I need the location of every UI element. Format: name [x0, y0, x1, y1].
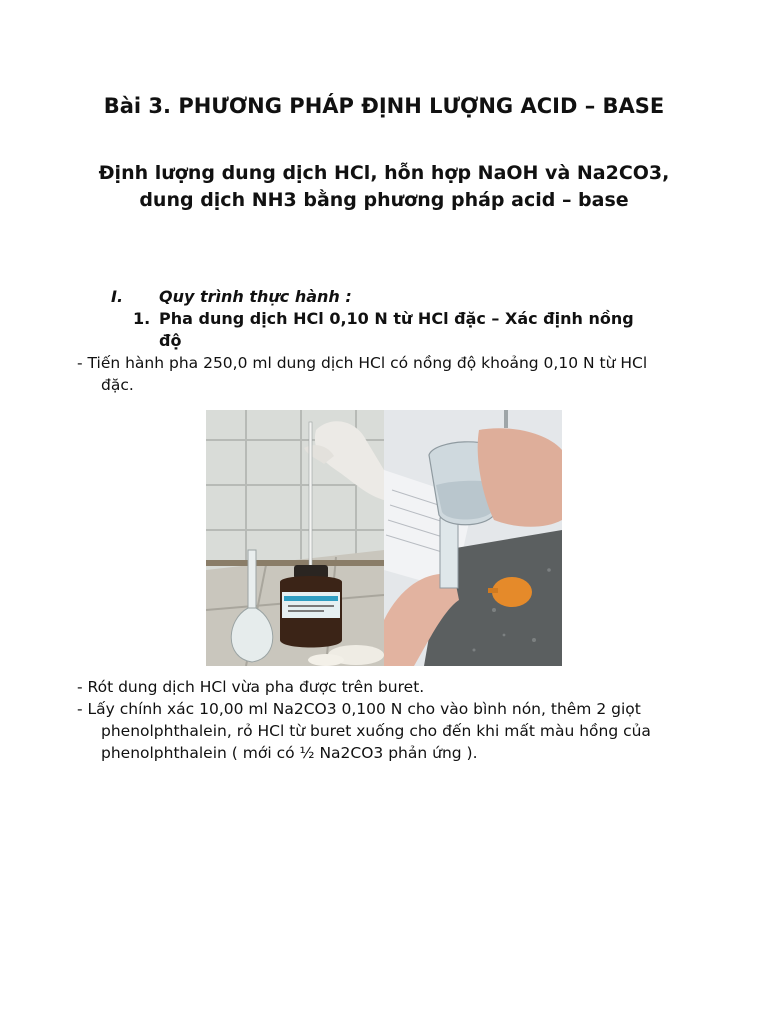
subsection-number: 1. — [133, 309, 151, 328]
lesson-title: Bài 3. PHƯƠNG PHÁP ĐỊNH LƯỢNG ACID – BASE — [103, 94, 665, 118]
lesson-subtitle: Định lượng dung dịch HCl, hỗn hợp NaOH và Na2CO3, dung dịch NH3 bằng phương pháp acid – base — [98, 162, 670, 211]
paragraph-titration: - Lấy chính xác 10,00 ml Na2CO3 0,100 N cho vào bình nón, thêm 2 giọt phenolphthalein, rỏ HCl từ buret xuống cho đến khi mất màu hồng của phenolphthalein ( mới có ½ Na2CO3 phản ứng ). — [77, 700, 651, 762]
pouring-beaker-into-flask-photo — [384, 410, 562, 666]
section-number: I. — [111, 287, 124, 306]
paragraph-dilution: - Tiến hành pha 250,0 ml dung dịch HCl có nồng độ khoảng 0,10 N từ HCl đặc. — [77, 354, 648, 394]
pipette-and-reagent-bottle-photo — [206, 410, 384, 666]
subsection-title: Pha dung dịch HCl 0,10 N từ HCl đặc – Xác định nồng độ — [159, 309, 634, 350]
section-title: Quy trình thực hành : — [159, 287, 352, 306]
paragraph-fill-burette: - Rót dung dịch HCl vừa pha được trên buret. — [77, 678, 425, 696]
